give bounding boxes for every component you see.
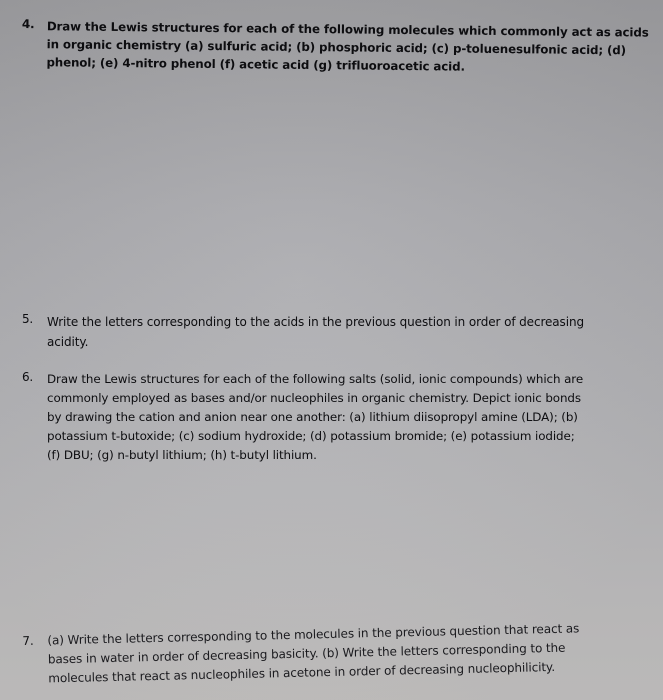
question-number: 4.	[21, 16, 35, 32]
question-text	[46, 17, 648, 77]
text-line: (a) Write the letters corresponding to the molecules in the previous question that react as	[47, 621, 580, 648]
text-line: (f) DBU; (g) n-butyl lithium; (h) t-butyl lithium.	[47, 448, 317, 462]
text-line: Draw the Lewis structures for each of the following salts (solid, ionic compounds) which are	[47, 372, 584, 386]
text-line: commonly employed as bases and/or nucleophiles in organic chemistry. Depict ionic bonds	[47, 391, 581, 405]
text-line: acidity.	[47, 335, 89, 349]
question-number: 6.	[22, 370, 34, 384]
question-text	[47, 619, 580, 688]
question-text	[47, 312, 584, 352]
text-line: potassium t-butoxide; (c) sodium hydroxide; (d) potassium bromide; (e) potassium iodide;	[47, 429, 575, 443]
text-line: bases in water in order of decreasing basicity. (b) Write the letters corresponding to the	[47, 640, 566, 667]
text-line: Write the letters corresponding to the acids in the previous question in order of decreasing	[47, 315, 584, 329]
question-number: 7.	[22, 633, 34, 648]
text-line: phenol; (e) 4-nitro phenol (f) acetic acid (g) trifluoroacetic acid.	[46, 55, 465, 74]
text-line: molecules that react as nucleophiles in acetone in order of decreasing nucleophilicity.	[48, 659, 556, 686]
question-text	[47, 370, 583, 465]
text-line: by drawing the cation and anion near one another: (a) lithium diisopropyl amine (LDA); (b)	[47, 410, 578, 424]
text-line: Draw the Lewis structures for each of the following molecules which commonly act as acids	[46, 19, 649, 40]
question-number: 5.	[22, 312, 34, 326]
text-line: in organic chemistry (a) sulfuric acid; (b) phosphoric acid; (c) p-toluenesulfonic acid; (d)	[46, 37, 627, 58]
